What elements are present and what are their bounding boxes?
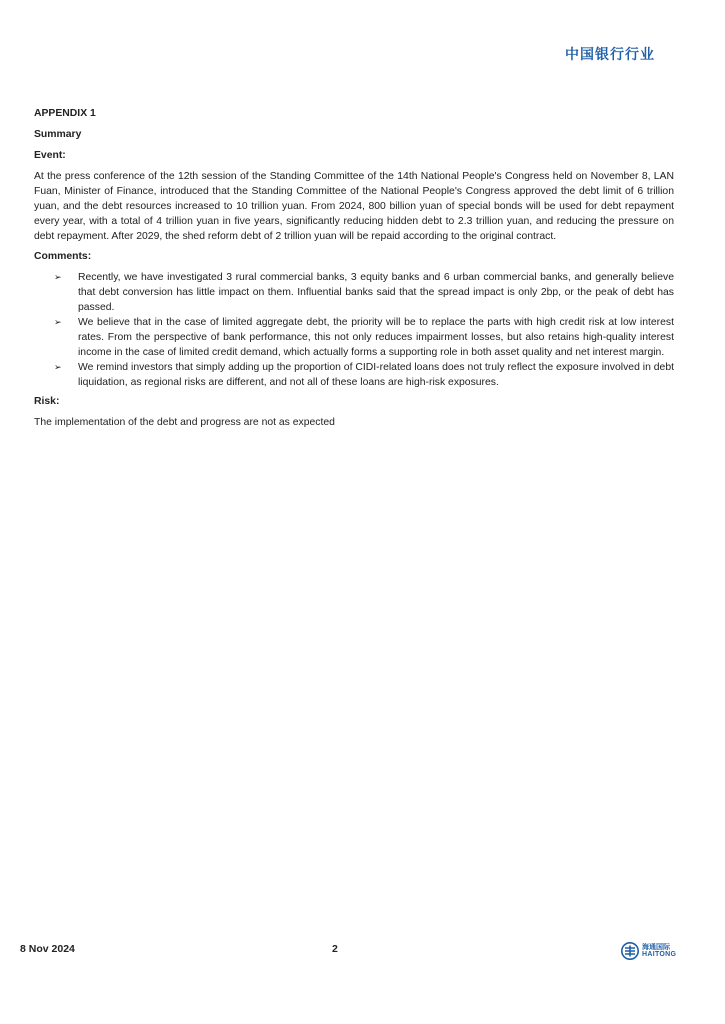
page-number: 2 — [332, 943, 338, 955]
comments-list — [34, 270, 674, 390]
comment-text: We believe that in the case of limited aggregate debt, the priority will be to replace the parts with high credit risk at low interest rates. From the perspective of bank performance, this not only reduces impairment losses, but also retains high-quality interest income in the case of limited credit demand, which actually forms a supporting role in both asset quality and net interest margin. — [78, 317, 674, 358]
comment-text: We remind investors that simply adding up the proportion of CIDI-related loans does not truly reflect the exposure involved in debt liquidation, as regional risks are different, and not all of these loans are high-risk exposures. — [78, 362, 674, 388]
arrow-bullet-icon: ➢ — [54, 362, 62, 372]
list-item — [34, 270, 674, 315]
page-header-title: 中国银行行业 — [565, 47, 655, 63]
comments-label: Comments: — [34, 251, 92, 262]
list-item — [34, 315, 674, 360]
risk-label: Risk: — [34, 396, 60, 407]
arrow-bullet-icon: ➢ — [54, 317, 62, 327]
risk-paragraph: The implementation of the debt and progress are not as expected — [34, 417, 335, 428]
event-paragraph: At the press conference of the 12th session of the Standing Committee of the 14th National People's Congress held on November 8, LAN Fuan, Minister of Finance, introduced that the Standing Committee of the National People's Congress approved the debt limit of 6 trillion yuan, and the debt resources increased to 10 trillion yuan. From 2024, 800 billion yuan of special bonds will be used for debt repayment every year, with a total of 4 trillion yuan in five years, significantly reducing hidden debt to 2.3 trillion yuan, and reducing the pressure on debt repayment. After 2029, the shed reform debt of 2 trillion yuan will be repaid according to the original contract. — [34, 171, 674, 242]
comment-text: Recently, we have investigated 3 rural commercial banks, 3 equity banks and 6 urban commercial banks, and generally believe that debt conversion has little impact on them. Influential banks said that the spread impact is only 2bp, or the peak of debt has passed. — [78, 272, 674, 313]
appendix-title: APPENDIX 1 — [34, 108, 96, 119]
haitong-logo — [621, 942, 676, 960]
logo-cn-text: 海通国际 — [642, 943, 670, 951]
appendix-content — [34, 106, 674, 435]
list-item — [34, 360, 674, 390]
footer-date: 8 Nov 2024 — [20, 943, 75, 955]
event-label: Event: — [34, 150, 66, 161]
summary-label: Summary — [34, 129, 82, 140]
arrow-bullet-icon: ➢ — [54, 272, 62, 282]
logo-en-text: HAITONG — [642, 951, 677, 958]
haitong-logo-icon — [621, 942, 639, 960]
